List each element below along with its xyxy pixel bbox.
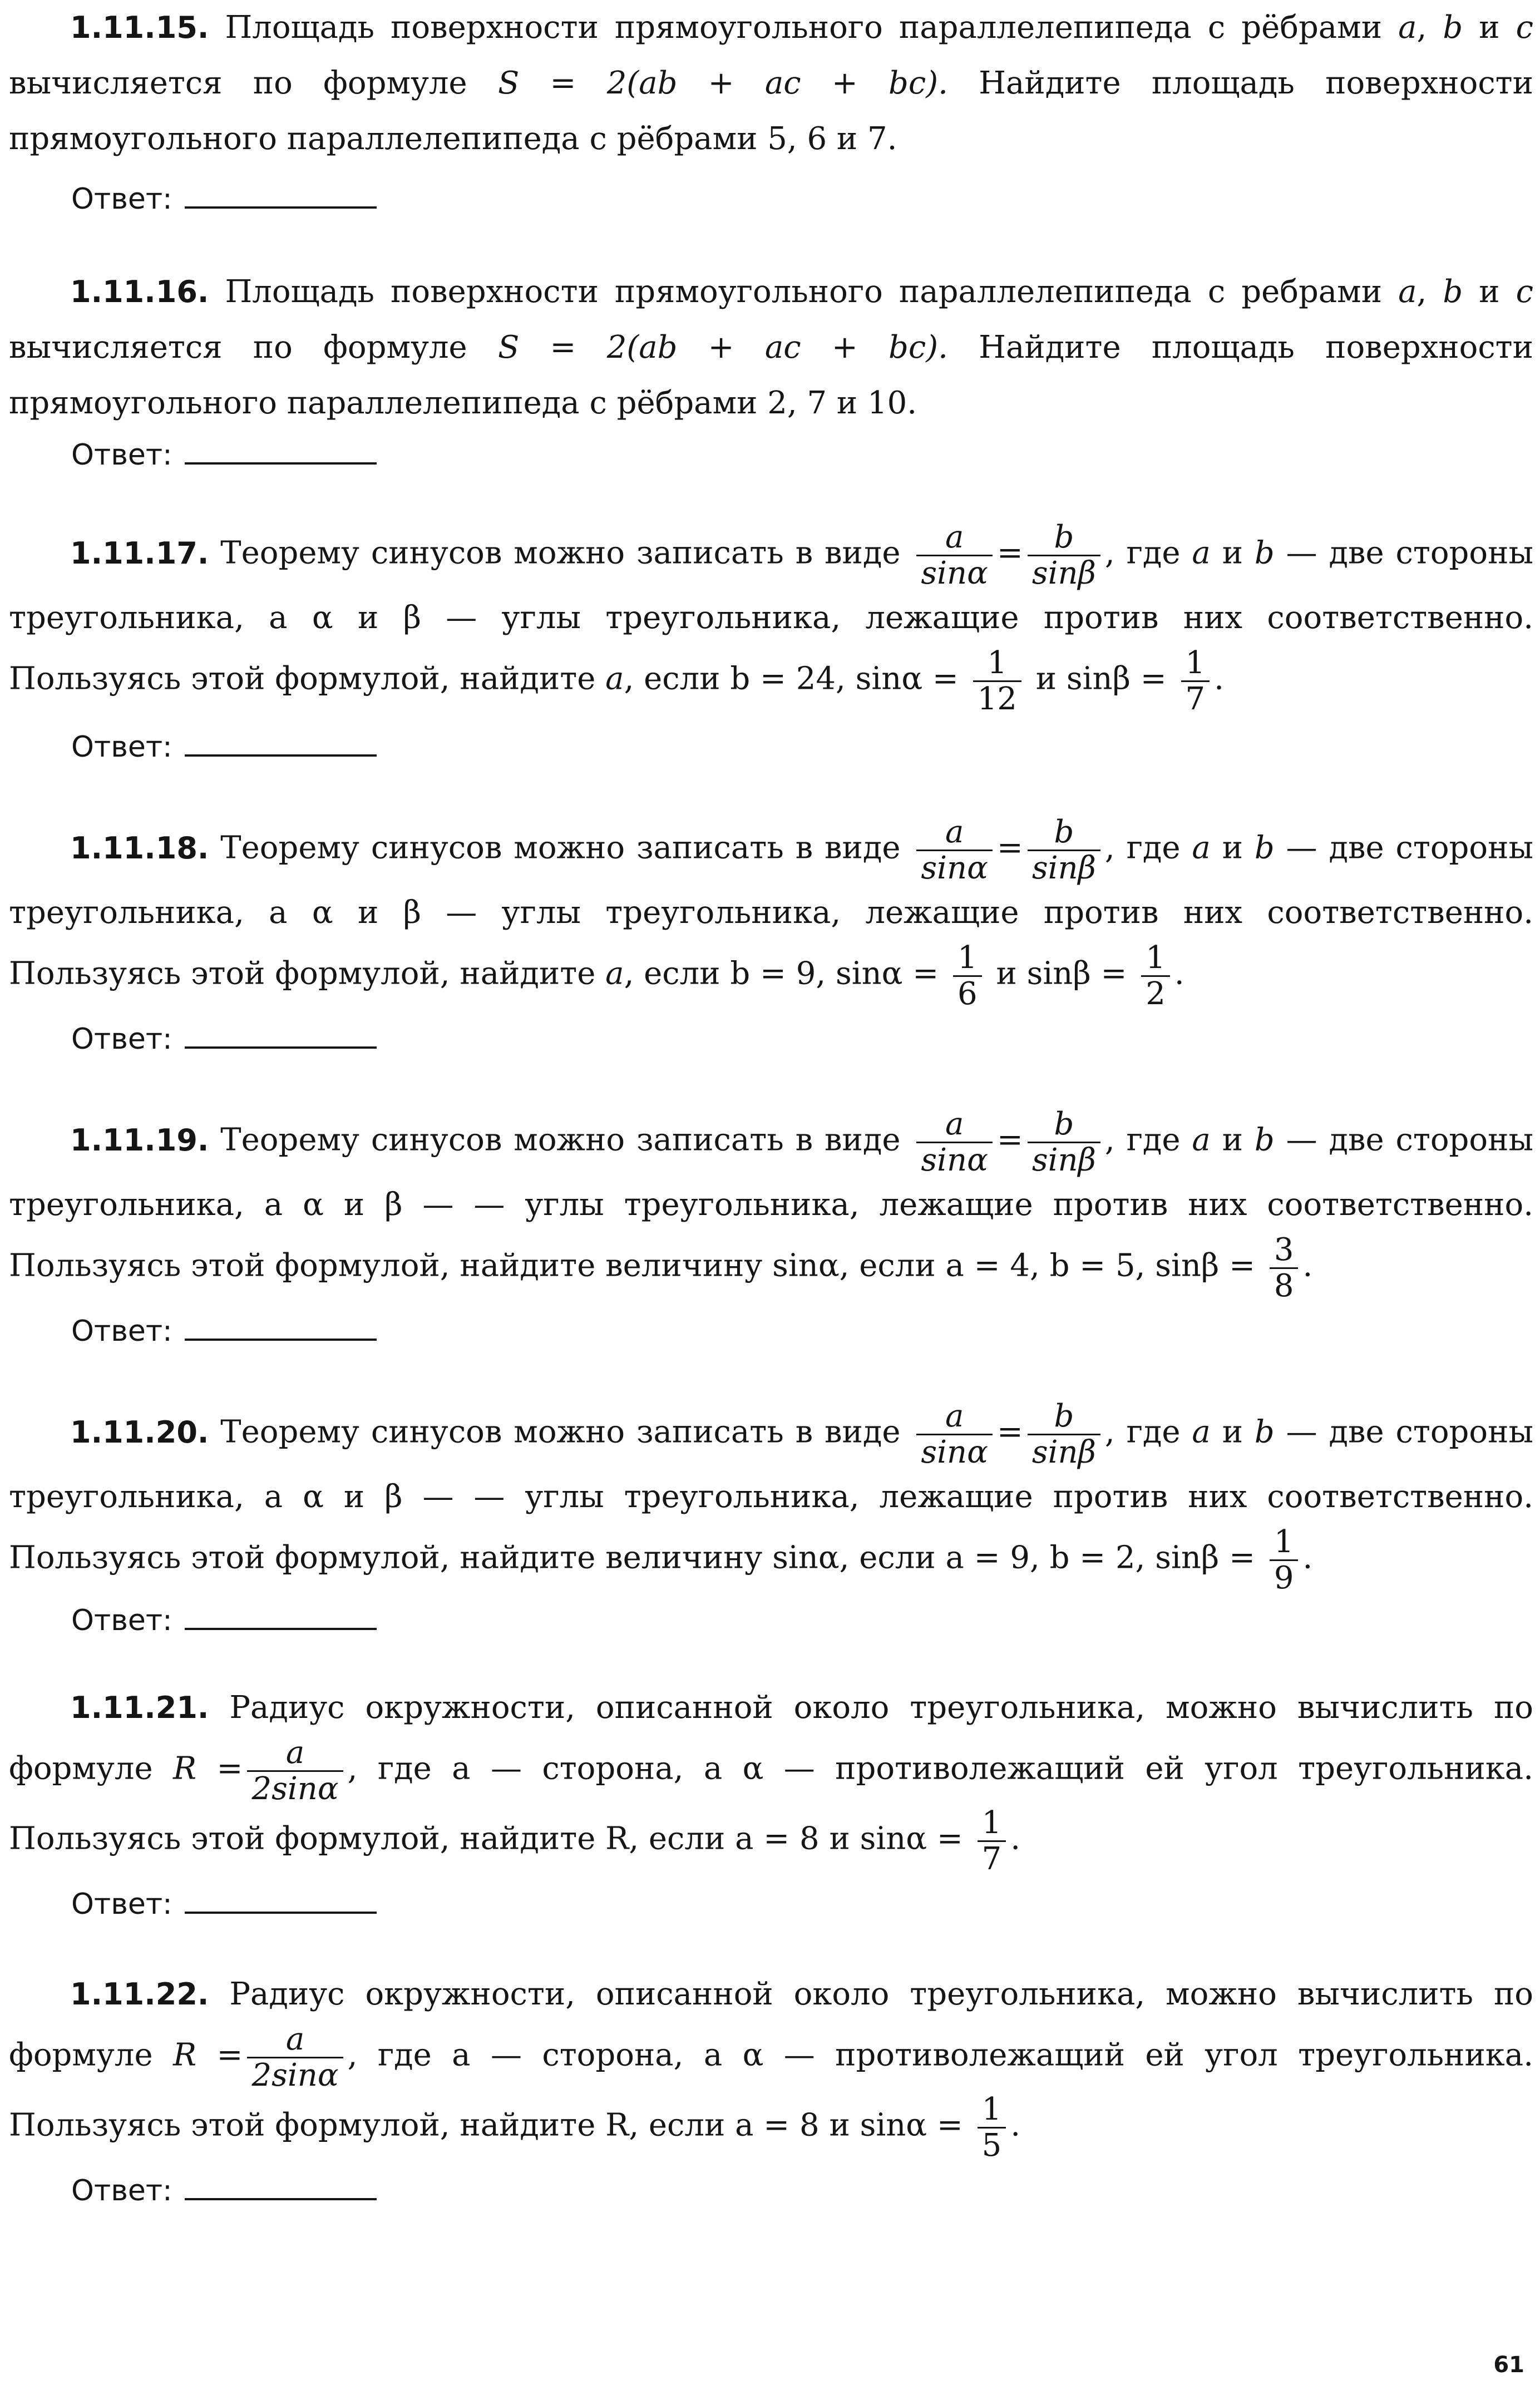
problem-text: Теорему синусов можно записать в виде	[220, 1122, 901, 1158]
answer-line[interactable]	[185, 1602, 377, 1630]
period: .	[1010, 2107, 1021, 2144]
comma: ,	[1416, 9, 1427, 46]
problem-1-11-20	[9, 1399, 1533, 1595]
period: .	[1302, 1247, 1313, 1284]
problem-number: 1.11.17.	[70, 535, 209, 571]
problem-text: , где	[1104, 535, 1181, 571]
answer-label: Ответ:	[71, 730, 172, 764]
problem-number: 1.11.21.	[70, 1690, 209, 1725]
fraction-a-over-2-sin-alpha: $\frac{a}{2\sin\alpha}$	[247, 2022, 343, 2092]
problem-number: 1.11.16.	[70, 274, 209, 309]
comma: ,	[1416, 274, 1427, 310]
problem-text: , если b = 9, sinα =	[624, 955, 939, 992]
problem-text: — две стороны треугольника, а α и β — углы треугольника, лежащие против них соответственно. Пользуясь этой формулой, найдите	[9, 829, 1534, 992]
period: .	[1214, 660, 1224, 697]
fraction-1-7: $\frac{1}{7}$	[978, 1806, 1006, 1876]
problem-text: и sinβ =	[996, 955, 1127, 992]
fraction-b-over-sin-beta: $\frac{b}{\sin\beta}$	[1028, 1107, 1100, 1177]
fraction-b-over-sin-beta: $\frac{b}{\sin\beta}$	[1028, 520, 1100, 590]
fraction-1-12: $\frac{1}{12}$	[973, 646, 1021, 716]
problem-1-11-16	[9, 264, 1533, 431]
problem-number: 1.11.19.	[70, 1122, 209, 1158]
problem-1-11-21	[9, 1680, 1533, 1876]
problem-text: , где a — сторона, а α — противолежащий ей угол треугольника. Пользуясь этой формулой, найдите R, если a = 8 и sinα =	[9, 2037, 1533, 2144]
problem-number: 1.11.18.	[70, 830, 209, 866]
conj: и	[1479, 274, 1500, 310]
var-b: b	[1254, 1122, 1275, 1158]
problem-text: — две стороны треугольника, а α и β — углы треугольника, лежащие против них соответственно. Пользуясь этой формулой, найдите	[9, 535, 1534, 697]
var-b: b	[1443, 274, 1463, 310]
var-a: a	[605, 660, 624, 697]
problem-text: Теорему синусов можно записать в виде	[220, 535, 901, 571]
var-a: a	[1398, 9, 1417, 46]
var-b: b	[1254, 535, 1275, 571]
fraction-1-9: $\frac{1}{9}$	[1270, 1525, 1299, 1595]
problem-text: , если b = 24, sinα =	[624, 660, 959, 697]
answer-line[interactable]	[185, 1313, 377, 1341]
var-c: c	[1516, 9, 1534, 46]
answer-label: Ответ:	[71, 1888, 172, 1921]
conj: и	[1222, 1414, 1243, 1450]
answer-field	[71, 181, 377, 216]
conj: и	[1222, 535, 1243, 571]
var-R: R =	[173, 1750, 243, 1787]
answer-label: Ответ:	[71, 1604, 172, 1637]
problem-text: Найдите площадь поверхности прямоугольного параллелепипеда с рёбрами 2, 7 и 10.	[9, 329, 1533, 421]
problem-text: , где a — сторона, а α — противолежащий ей угол треугольника. Пользуясь этой формулой, найдите R, если a = 8 и sinα =	[9, 1750, 1533, 1857]
problem-text: Радиус окружности, описанной около треугольника, можно вычислить по формуле	[9, 1690, 1533, 1787]
problem-text: Теорему синусов можно записать в виде	[220, 1414, 901, 1450]
fraction-b-over-sin-beta: $\frac{b}{\sin\beta}$	[1028, 815, 1100, 885]
problem-text: Найдите площадь поверхности прямоугольного параллелепипеда с рёбрами 5, 6 и 7.	[9, 65, 1533, 157]
equals-sign: =	[996, 535, 1023, 571]
conj: и	[1479, 9, 1500, 46]
answer-field	[71, 729, 377, 764]
problem-1-11-15	[9, 0, 1533, 167]
period: .	[1302, 1539, 1313, 1576]
problem-text: Теорему синусов можно записать в виде	[220, 829, 901, 866]
problem-text: вычисляется по формуле	[9, 329, 467, 366]
answer-label: Ответ:	[71, 1023, 172, 1056]
problem-text: — две стороны треугольника, а α и β — — углы треугольника, лежащие против них соответственно. Пользуясь этой формулой, найдите величину sinα, если a = 9, b = 2, sinβ =	[9, 1414, 1534, 1576]
fraction-a-over-sin-alpha: $\frac{a}{\sin\alpha}$	[916, 1399, 993, 1469]
problem-text: , где	[1104, 1122, 1181, 1158]
equals-sign: =	[996, 829, 1023, 866]
answer-field	[71, 2172, 377, 2208]
var-a: a	[1192, 535, 1211, 571]
var-b: b	[1443, 9, 1463, 46]
var-a: a	[1398, 274, 1417, 310]
var-R: R =	[173, 2037, 243, 2073]
page-number: 61	[1493, 2352, 1524, 2378]
var-c: c	[1516, 274, 1534, 310]
problem-text: Площадь поверхности прямоугольного параллелепипеда с ребрами	[225, 274, 1383, 310]
problem-text: , где	[1104, 1414, 1181, 1450]
problem-1-11-18	[9, 815, 1533, 1011]
fraction-b-over-sin-beta: $\frac{b}{\sin\beta}$	[1028, 1399, 1100, 1469]
var-b: b	[1254, 1414, 1275, 1450]
fraction-a-over-sin-alpha: $\frac{a}{\sin\alpha}$	[916, 1107, 993, 1177]
problem-text: Площадь поверхности прямоугольного параллелепипеда с рёбрами	[225, 9, 1383, 46]
problem-text: Радиус окружности, описанной около треугольника, можно вычислить по формуле	[9, 1976, 1533, 2073]
var-a: a	[1192, 1414, 1211, 1450]
answer-line[interactable]	[185, 729, 377, 757]
var-a: a	[1192, 829, 1211, 866]
fraction-a-over-2-sin-alpha: $\frac{a}{2\sin\alpha}$	[247, 1736, 343, 1806]
problem-1-11-19	[9, 1107, 1533, 1303]
equals-sign: =	[996, 1122, 1023, 1158]
answer-line[interactable]	[185, 1021, 377, 1049]
fraction-1-6: $\frac{1}{6}$	[953, 941, 982, 1011]
conj: и	[1222, 1122, 1243, 1158]
var-a: a	[1192, 1122, 1211, 1158]
conj: и	[1222, 829, 1243, 866]
fraction-1-7: $\frac{1}{7}$	[1181, 646, 1210, 716]
period: .	[1174, 955, 1184, 992]
fraction-1-2: $\frac{1}{2}$	[1141, 941, 1170, 1011]
problem-1-11-17	[9, 520, 1533, 716]
answer-label: Ответ:	[71, 438, 172, 472]
problem-text: , где	[1104, 829, 1181, 866]
answer-line[interactable]	[185, 2172, 377, 2200]
equals-sign: =	[996, 1414, 1023, 1450]
fraction-a-over-sin-alpha: $\frac{a}{\sin\alpha}$	[916, 520, 993, 590]
problem-text: вычисляется по формуле	[9, 65, 467, 101]
formula: S = 2(ab + ac + bc).	[497, 329, 948, 366]
fraction-a-over-sin-alpha: $\frac{a}{\sin\alpha}$	[916, 815, 993, 885]
answer-field	[71, 1313, 377, 1348]
answer-field	[71, 1021, 377, 1056]
var-b: b	[1254, 829, 1275, 866]
answer-field	[71, 437, 377, 472]
problem-number: 1.11.15.	[70, 10, 209, 45]
answer-line[interactable]	[185, 181, 377, 209]
answer-label: Ответ:	[71, 182, 172, 216]
problem-1-11-22	[9, 1967, 1533, 2162]
fraction-3-8: $\frac{3}{8}$	[1270, 1233, 1299, 1303]
answer-label: Ответ:	[71, 1315, 172, 1348]
problem-number: 1.11.20.	[70, 1414, 209, 1450]
problem-text: и sinβ =	[1035, 660, 1167, 697]
answer-field	[71, 1886, 377, 1921]
answer-field	[71, 1602, 377, 1637]
answer-label: Ответ:	[71, 2174, 172, 2208]
answer-line[interactable]	[185, 1886, 377, 1914]
period: .	[1010, 1820, 1021, 1857]
problem-number: 1.11.22.	[70, 1977, 209, 2012]
problem-text: — две стороны треугольника, а α и β — — углы треугольника, лежащие против них соответственно. Пользуясь этой формулой, найдите величину sinα, если a = 4, b = 5, sinβ =	[9, 1122, 1534, 1284]
answer-line[interactable]	[185, 437, 377, 465]
var-a: a	[605, 955, 624, 992]
formula: S = 2(ab + ac + bc).	[497, 65, 948, 101]
fraction-1-5: $\frac{1}{5}$	[978, 2092, 1006, 2162]
